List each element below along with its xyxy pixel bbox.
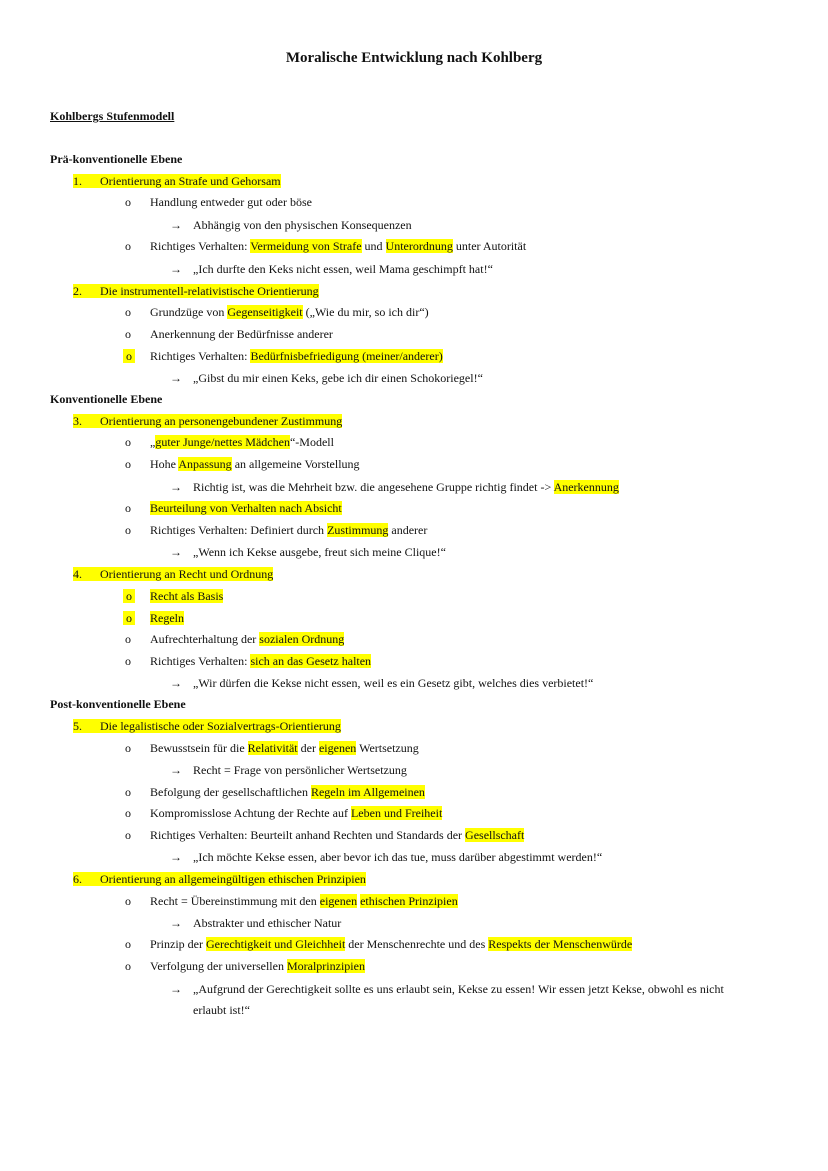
stage-2-point-3: Richtiges Verhalten: Bedürfnisbefriedigung (meiner/anderer) xyxy=(150,349,443,363)
stage-5-example: „Ich möchte Kekse essen, aber bevor ich das tue, muss darüber abgestimmt werden!“ xyxy=(193,850,603,864)
stage-3-example: „Wenn ich Kekse ausgebe, freut sich meine Clique!“ xyxy=(193,545,446,559)
stage-6-example-line-1: „Aufgrund der Gerechtigkeit sollte es uns erlaubt sein, Kekse zu essen! Wir essen jetzt Kekse, obwohl es nicht xyxy=(193,982,724,996)
stage-5-detail-1: Recht = Frage von persönlicher Wertsetzung xyxy=(193,763,407,777)
stage-1-example: „Ich durfte den Keks nicht essen, weil Mama geschimpft hat!“ xyxy=(193,262,493,276)
bullet-icon: o xyxy=(123,348,135,364)
bullet-icon: o xyxy=(125,894,131,908)
stage-1-heading: 1. Orientierung an Strafe und Gehorsam xyxy=(73,174,281,188)
level-heading-conventional: Konventionelle Ebene xyxy=(50,392,163,406)
stage-6-detail-1: Abstrakter und ethischer Natur xyxy=(193,916,342,930)
stage-5-point-3: Kompromisslose Achtung der Rechte auf Leben und Freiheit xyxy=(150,806,443,820)
level-heading-preconventional: Prä-konventionelle Ebene xyxy=(50,152,183,166)
bullet-icon: o xyxy=(125,457,131,471)
bullet-icon: o xyxy=(125,501,131,515)
stage-4-example: „Wir dürfen die Kekse nicht essen, weil es ein Gesetz gibt, welches dies verbietet!“ xyxy=(193,676,594,690)
stage-2-heading: 2. Die instrumentell-relativistische Orientierung xyxy=(73,284,319,298)
bullet-icon: o xyxy=(125,654,131,668)
bullet-icon: o xyxy=(123,588,135,604)
arrow-icon: → xyxy=(170,982,182,996)
bullet-icon: o xyxy=(125,785,131,799)
arrow-icon: → xyxy=(170,218,182,232)
stage-2-example: „Gibst du mir einen Keks, gebe ich dir einen Schokoriegel!“ xyxy=(193,371,483,385)
stage-5-point-1: Bewusstsein für die Relativität der eigenen Wertsetzung xyxy=(150,741,419,755)
bullet-icon: o xyxy=(125,305,131,319)
arrow-icon: → xyxy=(170,916,182,930)
bullet-icon: o xyxy=(125,239,131,253)
bullet-icon: o xyxy=(125,327,131,341)
bullet-icon: o xyxy=(125,828,131,842)
section-heading: Kohlbergs Stufenmodell xyxy=(50,109,175,123)
stage-4-point-2: Regeln xyxy=(150,611,184,625)
bullet-icon: o xyxy=(125,741,131,755)
arrow-icon: → xyxy=(170,676,182,690)
stage-1-point-2: Richtiges Verhalten: Vermeidung von Strafe und Unterordnung unter Autorität xyxy=(150,239,527,253)
stage-4-point-4: Richtiges Verhalten: sich an das Gesetz halten xyxy=(150,654,372,668)
stage-5-heading: 5. Die legalistische oder Sozialvertrags-Orientierung xyxy=(73,719,341,733)
stage-6-example-line-2: erlaubt ist!“ xyxy=(193,1003,250,1017)
bullet-icon: o xyxy=(123,610,135,626)
stage-4-point-3: Aufrechterhaltung der sozialen Ordnung xyxy=(150,632,345,646)
stage-3-point-1: „guter Junge/nettes Mädchen“-Modell xyxy=(150,435,334,449)
level-heading-postconventional: Post-konventionelle Ebene xyxy=(50,697,186,711)
bullet-icon: o xyxy=(125,959,131,973)
stage-4-point-1: Recht als Basis xyxy=(150,589,224,603)
stage-6-point-3: Verfolgung der universellen Moralprinzipien xyxy=(150,959,365,973)
bullet-icon: o xyxy=(125,806,131,820)
stage-3-detail-1: Richtig ist, was die Mehrheit bzw. die angesehene Gruppe richtig findet -> Anerkennung xyxy=(193,480,619,494)
stage-3-point-2: Hohe Anpassung an allgemeine Vorstellung xyxy=(150,457,360,471)
arrow-icon: → xyxy=(170,371,182,385)
stage-3-heading: 3. Orientierung an personengebundener Zustimmung xyxy=(73,414,343,428)
stage-2-point-2: Anerkennung der Bedürfnisse anderer xyxy=(150,327,333,341)
stage-6-point-2: Prinzip der Gerechtigkeit und Gleichheit der Menschenrechte und des Respekts der Menschenwürde xyxy=(150,937,633,951)
arrow-icon: → xyxy=(170,480,182,494)
arrow-icon: → xyxy=(170,262,182,276)
list-item xyxy=(125,194,131,210)
bullet-icon: o xyxy=(125,937,131,951)
bullet-icon: o xyxy=(125,435,131,449)
bullet-icon: o xyxy=(125,632,131,646)
stage-1-point-1: Handlung entweder gut oder böse xyxy=(150,195,312,209)
document-title: Moralische Entwicklung nach Kohlberg xyxy=(285,50,543,66)
stage-3-point-3: Beurteilung von Verhalten nach Absicht xyxy=(150,501,342,515)
stage-5-point-2: Befolgung der gesellschaftlichen Regeln im Allgemeinen xyxy=(150,785,425,799)
stage-3-point-4: Richtiges Verhalten: Definiert durch Zustimmung anderer xyxy=(150,523,428,537)
arrow-icon: → xyxy=(170,545,182,559)
stage-6-point-1: Recht = Übereinstimmung mit den eigenen ethischen Prinzipien xyxy=(150,894,458,908)
stage-5-point-4: Richtiges Verhalten: Beurteilt anhand Rechten und Standards der Gesellschaft xyxy=(150,828,525,842)
bullet-icon: o xyxy=(125,523,131,537)
bullet-icon: o xyxy=(125,195,131,209)
arrow-icon: → xyxy=(170,763,182,777)
stage-6-heading: 6. Orientierung an allgemeingültigen ethischen Prinzipien xyxy=(73,872,366,886)
stage-2-point-1: Grundzüge von Gegenseitigkeit („Wie du mir, so ich dir“) xyxy=(150,305,429,319)
arrow-icon: → xyxy=(170,850,182,864)
stage-4-heading: 4. Orientierung an Recht und Ordnung xyxy=(73,567,274,581)
stage-1-detail-1: Abhängig von den physischen Konsequenzen xyxy=(193,218,412,232)
